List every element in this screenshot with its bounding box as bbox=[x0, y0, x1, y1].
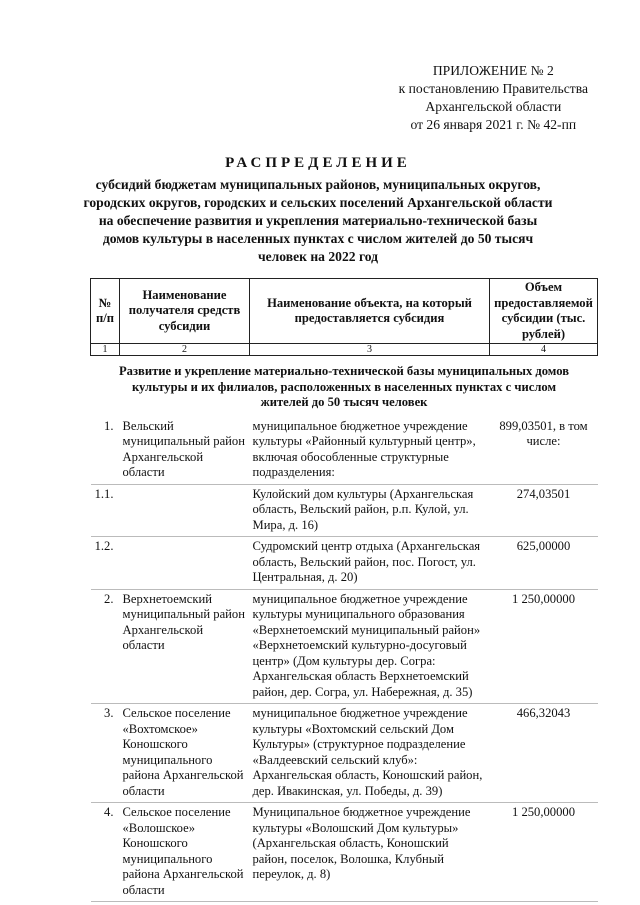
row-index: 1.2. bbox=[91, 537, 120, 590]
table-row bbox=[91, 803, 598, 902]
column-number: 2 bbox=[120, 344, 250, 356]
appendix-date: от 26 января 2021 г. № 42-пп bbox=[410, 117, 577, 132]
row-recipient: Верхнетоемский муниципальный район Архангельской области bbox=[120, 589, 250, 704]
column-number: 3 bbox=[250, 344, 490, 356]
row-object: Судромский центр отдыха (Архангельская область, Вельский район, пос. Погост, ул. Центральная, д. 20) bbox=[250, 537, 490, 590]
table-row bbox=[91, 704, 598, 803]
table-row bbox=[91, 484, 598, 537]
column-number-row bbox=[91, 344, 598, 356]
row-amount: 899,03501, в том числе: bbox=[490, 417, 598, 485]
row-recipient bbox=[120, 537, 250, 590]
row-index: 3. bbox=[91, 704, 120, 803]
header-object: Наименование объекта, на который предоставляется субсидия bbox=[250, 279, 490, 344]
row-object: муниципальное бюджетное учреждение культуры муниципального образования «Верхнетоемский муниципальный район» «Верхнетоемский культурно-досуговый центр» (Дом культуры дер. Согра: Архангельская область Верхнетоемский район, дер. Согра, ул. Набережная, д. 35) bbox=[250, 589, 490, 704]
document-title bbox=[80, 152, 556, 266]
row-amount: 1 250,00000 bbox=[490, 803, 598, 902]
row-index: 1.1. bbox=[91, 484, 120, 537]
column-number: 4 bbox=[490, 344, 598, 356]
row-index: 4. bbox=[91, 803, 120, 902]
table-row bbox=[91, 589, 598, 704]
row-amount: 466,32043 bbox=[490, 704, 598, 803]
row-object: Кулойский дом культуры (Архангельская область, Вельский район, р.п. Кулой, ул. Мира, д. 16) bbox=[250, 484, 490, 537]
row-object: муниципальное бюджетное учреждение культуры «Районный культурный центр», включая обособленные структурные подразделения: bbox=[250, 417, 490, 485]
column-number: 1 bbox=[91, 344, 120, 356]
appendix-block bbox=[399, 62, 588, 134]
appendix-title: ПРИЛОЖЕНИЕ № 2 bbox=[432, 63, 554, 78]
table-row bbox=[91, 537, 598, 590]
section-title: Развитие и укрепление материально-технической базы муниципальных домов культуры и их филиалов, расположенных в населенных пунктах с числом жителей до 50 тысяч человек bbox=[118, 364, 570, 409]
table-header-row bbox=[91, 279, 598, 344]
row-recipient: Вельский муниципальный район Архангельской области bbox=[120, 417, 250, 485]
header-amount: Объем предоставляемой субсидии (тыс. рублей) bbox=[490, 279, 598, 344]
row-amount: 1 250,00000 bbox=[490, 589, 598, 704]
row-object: Муниципальное бюджетное учреждение культуры «Волошский Дом культуры» (Архангельская область, Коношский район, поселок, Волошка, Клубный переулок, д. 8) bbox=[250, 803, 490, 902]
row-recipient bbox=[120, 484, 250, 537]
row-index: 2. bbox=[91, 589, 120, 704]
row-object: муниципальное бюджетное учреждение культуры «Вохтомский сельский Дом Культуры» (структурное подразделение «Валдеевский сельский клуб»: Архангельская область, Коношский район, дер. Ивакинская, ул. Победы, д. 39) bbox=[250, 704, 490, 803]
row-amount: 625,00000 bbox=[490, 537, 598, 590]
appendix-line: Архангельской области bbox=[425, 99, 562, 114]
header-number: № п/п bbox=[91, 279, 120, 344]
title-heading: РАСПРЕДЕЛЕНИЕ bbox=[225, 155, 411, 171]
row-index: 1. bbox=[91, 417, 120, 485]
header-recipient: Наименование получателя средств субсидии bbox=[120, 279, 250, 344]
title-subtitle: субсидий бюджетам муниципальных районов, муниципальных округов, городских округов, городских и сельских поселений Архангельской области на обеспечение развития и укрепления материально-технической базы домов культуры в населенных пунктах с числом жителей до 50 тысяч человек на 2022 год bbox=[83, 177, 553, 264]
subsidy-table bbox=[90, 278, 598, 902]
appendix-line: к постановлению Правительства bbox=[398, 81, 588, 96]
table-row bbox=[91, 417, 598, 485]
row-recipient: Сельское поселение «Волошское» Коношского муниципального района Архангельской области bbox=[120, 803, 250, 902]
row-amount: 274,03501 bbox=[490, 484, 598, 537]
section-row bbox=[91, 356, 598, 417]
row-recipient: Сельское поселение «Вохтомское» Коношского муниципального района Архангельской области bbox=[120, 704, 250, 803]
